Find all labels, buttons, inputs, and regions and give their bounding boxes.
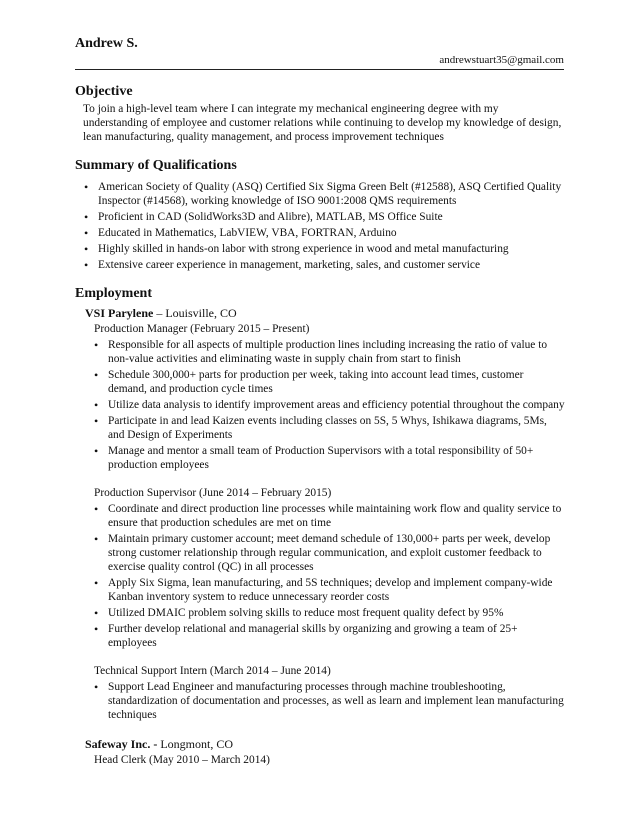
list-item: • Utilized DMAIC problem solving skills to reduce most frequent quality defect by 95% xyxy=(85,606,565,620)
job-duties-list xyxy=(85,680,565,722)
list-item: • Responsible for all aspects of multiple production lines including increasing the ratio of value to non-value activities and eliminating waste in supply chain from start to finish xyxy=(85,338,565,366)
list-item: • Participate in and lead Kaizen events including classes on 5S, 5 Whys, Ishikawa diagrams, 5Ms, and Design of Experiments xyxy=(85,414,565,442)
candidate-name: Andrew S. xyxy=(75,36,138,51)
job-duties-list xyxy=(85,338,565,472)
list-item: • Schedule 300,000+ parts for production per week, taking into account lead times, customer demand, and production cycle times xyxy=(85,368,565,396)
list-item: • Support Lead Engineer and manufacturing processes through machine troubleshooting, standardization of documentation and processes, as well as learn and implement lean manufacturing techniques xyxy=(85,680,565,722)
employer-name: VSI Parylene xyxy=(85,306,154,320)
job-duties-list xyxy=(85,502,565,650)
job-title: Head Clerk (May 2010 – March 2014) xyxy=(94,754,270,766)
list-item: • American Society of Quality (ASQ) Certified Six Sigma Green Belt (#12588), ASQ Certified Quality Inspector (#14568), working knowledge of ISO 9001:2008 QMS requirements xyxy=(75,180,565,208)
employment-section xyxy=(75,285,565,769)
qualifications-heading: Summary of Qualifications xyxy=(75,158,237,173)
employer-line xyxy=(85,736,565,752)
list-item: • Extensive career experience in management, marketing, sales, and customer service xyxy=(75,258,565,272)
job-title: Production Manager (February 2015 – Present) xyxy=(94,323,310,335)
job-title: Production Supervisor (June 2014 – February 2015) xyxy=(94,487,332,499)
objective-heading: Objective xyxy=(75,84,133,99)
email-link[interactable]: andrewstuart35@gmail.com xyxy=(439,54,564,66)
list-item: • Utilize data analysis to identify improvement areas and efficiency potential throughout the company xyxy=(85,398,565,412)
employer-name: Safeway Inc. - xyxy=(85,737,158,751)
list-item: • Highly skilled in hands-on labor with strong experience in wood and metal manufacturing xyxy=(75,242,565,256)
employment-heading: Employment xyxy=(75,286,152,301)
header-divider xyxy=(75,69,564,70)
job-title: Technical Support Intern (March 2014 – June 2014) xyxy=(94,665,331,677)
objective-text: To join a high-level team where I can integrate my mechanical engineering degree with my understanding of employee and customer relations while continuing to develop my knowledge of design, lean manufacturing, quality management, and process improvement techniques xyxy=(83,103,562,143)
qualifications-section xyxy=(75,157,565,274)
list-item: • Coordinate and direct production line processes while maintaining work flow and quality service to ensure that production schedules are met on time xyxy=(85,502,565,530)
list-item: • Apply Six Sigma, lean manufacturing, and 5S techniques; develop and implement company-wide Kanban inventory system to reduce unnecessary reorder costs xyxy=(85,576,565,604)
list-item: • Further develop relational and managerial skills by organizing and growing a team of 25+ employees xyxy=(85,622,565,650)
employer-location: Longmont, CO xyxy=(157,737,233,751)
employer-line xyxy=(85,305,565,321)
qualifications-list xyxy=(75,180,565,272)
employer-location: – Louisville, CO xyxy=(153,306,237,320)
list-item: • Manage and mentor a small team of Production Supervisors with a total responsibility of 50+ production employees xyxy=(85,444,565,472)
list-item: • Proficient in CAD (SolidWorks3D and Alibre), MATLAB, MS Office Suite xyxy=(75,210,565,224)
objective-section xyxy=(75,83,565,144)
list-item: • Educated in Mathematics, LabVIEW, VBA, FORTRAN, Arduino xyxy=(75,226,565,240)
list-item: • Maintain primary customer account; meet demand schedule of 130,000+ parts per week, develop strong customer relationship through regular communication, and exploit customer feedback to exercise quality control (QC) in all processes xyxy=(85,532,565,574)
